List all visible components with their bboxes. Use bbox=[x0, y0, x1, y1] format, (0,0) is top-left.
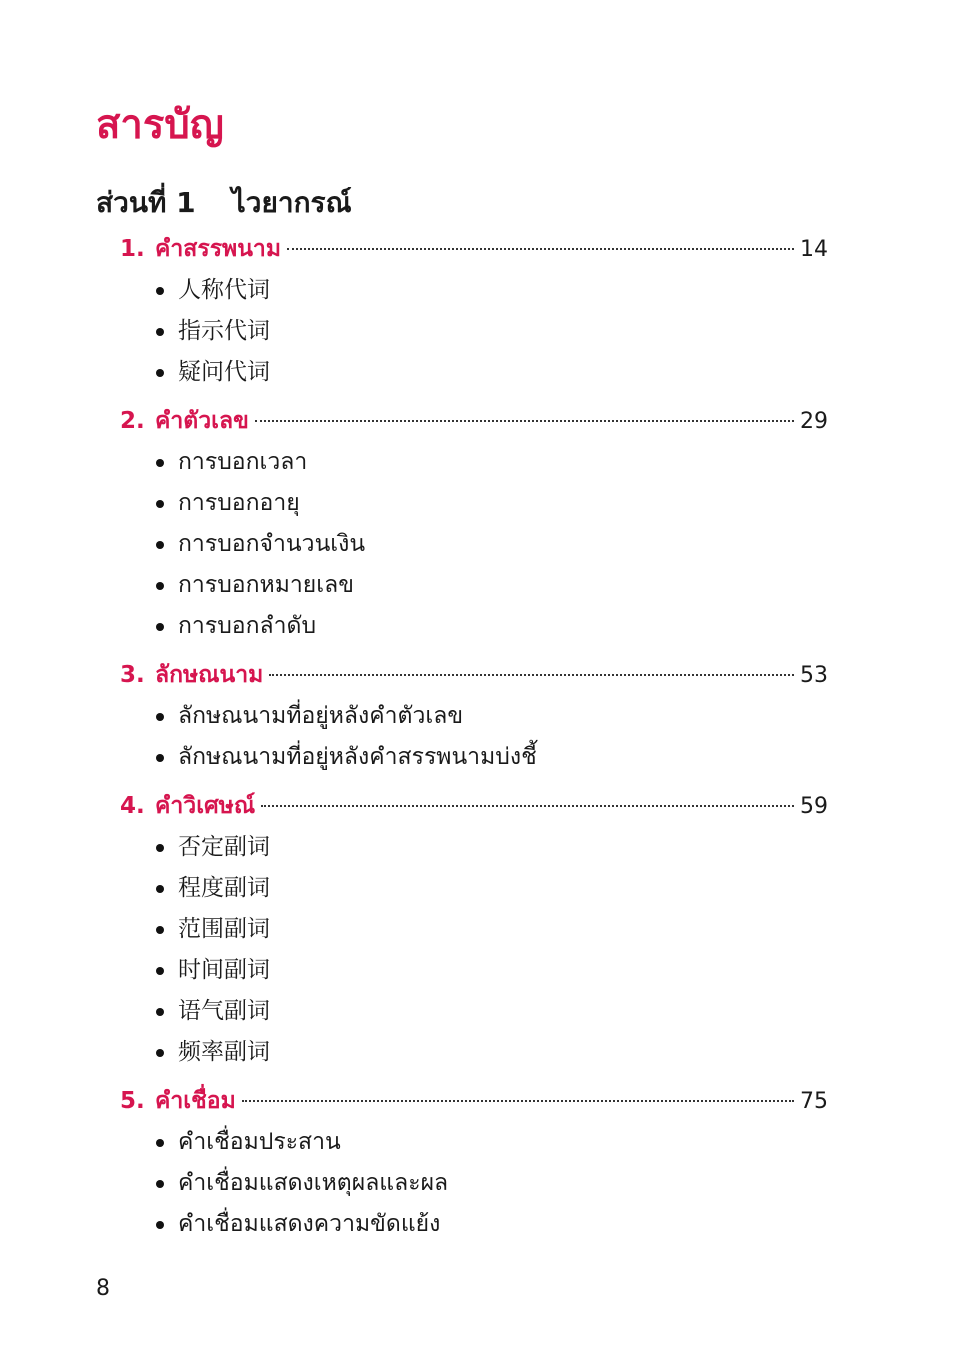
toc-subentry bbox=[120, 696, 828, 737]
entry-page: 59 bbox=[800, 794, 828, 819]
bullet-icon bbox=[156, 459, 164, 467]
toc-group bbox=[120, 401, 828, 647]
toc-entry[interactable] bbox=[120, 786, 828, 827]
subentry-label: การบอกเวลา bbox=[178, 449, 308, 475]
toc-subentry bbox=[120, 827, 828, 868]
bullet-icon bbox=[156, 926, 164, 934]
bullet-icon bbox=[156, 754, 164, 762]
subentry-label: 频率副词 bbox=[178, 1039, 270, 1065]
subentry-label: การบอกลำดับ bbox=[178, 613, 317, 639]
toc-subentry bbox=[120, 950, 828, 991]
dot-leader bbox=[255, 420, 794, 422]
subentry-label: 范围副词 bbox=[178, 916, 270, 942]
toc-group bbox=[120, 1081, 828, 1245]
subentry-label: การบอกหมายเลข bbox=[178, 572, 354, 598]
bullet-icon bbox=[156, 328, 164, 336]
bullet-icon bbox=[156, 582, 164, 590]
subentry-label: การบอกจำนวนเงิน bbox=[178, 531, 366, 557]
entry-label: คำวิเศษณ์ bbox=[155, 793, 256, 819]
toc-subentry bbox=[120, 991, 828, 1032]
toc-group bbox=[120, 655, 828, 778]
page-title: สารบัญ bbox=[96, 102, 224, 148]
section-name: ไวยากรณ์ bbox=[231, 186, 352, 219]
subentry-label: 程度副词 bbox=[178, 875, 270, 901]
toc-group bbox=[120, 229, 828, 393]
bullet-icon bbox=[156, 967, 164, 975]
toc-entry[interactable] bbox=[120, 655, 828, 696]
bullet-icon bbox=[156, 1139, 164, 1147]
bullet-icon bbox=[156, 1008, 164, 1016]
entry-number: 2. bbox=[120, 408, 145, 434]
toc-subentry bbox=[120, 868, 828, 909]
subentry-label: 语气副词 bbox=[178, 998, 270, 1024]
dot-leader bbox=[242, 1100, 794, 1102]
bullet-icon bbox=[156, 713, 164, 721]
bullet-icon bbox=[156, 623, 164, 631]
toc-subentry bbox=[120, 565, 828, 606]
toc-subentry bbox=[120, 1163, 828, 1204]
toc-subentry bbox=[120, 606, 828, 647]
section-number: ส่วนที่ 1 bbox=[96, 186, 196, 219]
toc-entry[interactable] bbox=[120, 401, 828, 442]
toc-subentry bbox=[120, 1204, 828, 1245]
toc-subentry bbox=[120, 442, 828, 483]
entry-label: คำสรรพนาม bbox=[155, 236, 282, 262]
toc-subentry bbox=[120, 1032, 828, 1073]
bullet-icon bbox=[156, 369, 164, 377]
toc-group bbox=[120, 786, 828, 1073]
entry-page: 14 bbox=[800, 237, 828, 262]
toc-subentry bbox=[120, 909, 828, 950]
subentry-label: ลักษณนามที่อยู่หลังคำตัวเลข bbox=[178, 703, 464, 729]
entry-page: 75 bbox=[800, 1089, 828, 1114]
bullet-icon bbox=[156, 1049, 164, 1057]
toc-subentry bbox=[120, 270, 828, 311]
subentry-label: 时间副词 bbox=[178, 957, 270, 983]
dot-leader bbox=[261, 805, 794, 807]
dot-leader bbox=[269, 674, 794, 676]
subentry-label: 人称代词 bbox=[178, 277, 270, 303]
bullet-icon bbox=[156, 1180, 164, 1188]
entry-number: 1. bbox=[120, 236, 145, 262]
entry-page: 53 bbox=[800, 663, 828, 688]
toc-subentry bbox=[120, 311, 828, 352]
bullet-icon bbox=[156, 541, 164, 549]
subentry-label: การบอกอายุ bbox=[178, 490, 300, 516]
dot-leader bbox=[287, 248, 794, 250]
entry-label: ลักษณนาม bbox=[155, 662, 264, 688]
bullet-icon bbox=[156, 1221, 164, 1229]
toc-subentry bbox=[120, 1122, 828, 1163]
entry-number: 3. bbox=[120, 662, 145, 688]
section-heading bbox=[96, 183, 352, 223]
toc-entry[interactable] bbox=[120, 229, 828, 270]
entry-page: 29 bbox=[800, 409, 828, 434]
subentry-label: 疑问代词 bbox=[178, 359, 270, 385]
subentry-label: 否定副词 bbox=[178, 834, 270, 860]
bullet-icon bbox=[156, 287, 164, 295]
subentry-label: ลักษณนามที่อยู่หลังคำสรรพนามบ่งชี้ bbox=[178, 744, 537, 770]
page-number: 8 bbox=[96, 1276, 110, 1301]
subentry-label: 指示代词 bbox=[178, 318, 270, 344]
toc-subentry bbox=[120, 524, 828, 565]
subentry-label: คำเชื่อมประสาน bbox=[178, 1129, 341, 1155]
bullet-icon bbox=[156, 500, 164, 508]
subentry-label: คำเชื่อมแสดงเหตุผลและผล bbox=[178, 1170, 449, 1196]
subentry-label: คำเชื่อมแสดงความขัดแย้ง bbox=[178, 1211, 441, 1237]
bullet-icon bbox=[156, 885, 164, 893]
toc-subentry bbox=[120, 352, 828, 393]
bullet-icon bbox=[156, 844, 164, 852]
entry-label: คำตัวเลข bbox=[155, 408, 249, 434]
toc-subentry bbox=[120, 483, 828, 524]
toc-entry[interactable] bbox=[120, 1081, 828, 1122]
table-of-contents bbox=[120, 229, 828, 1253]
entry-number: 5. bbox=[120, 1088, 145, 1114]
entry-number: 4. bbox=[120, 793, 145, 819]
entry-label: คำเชื่อม bbox=[155, 1088, 236, 1114]
toc-subentry bbox=[120, 737, 828, 778]
